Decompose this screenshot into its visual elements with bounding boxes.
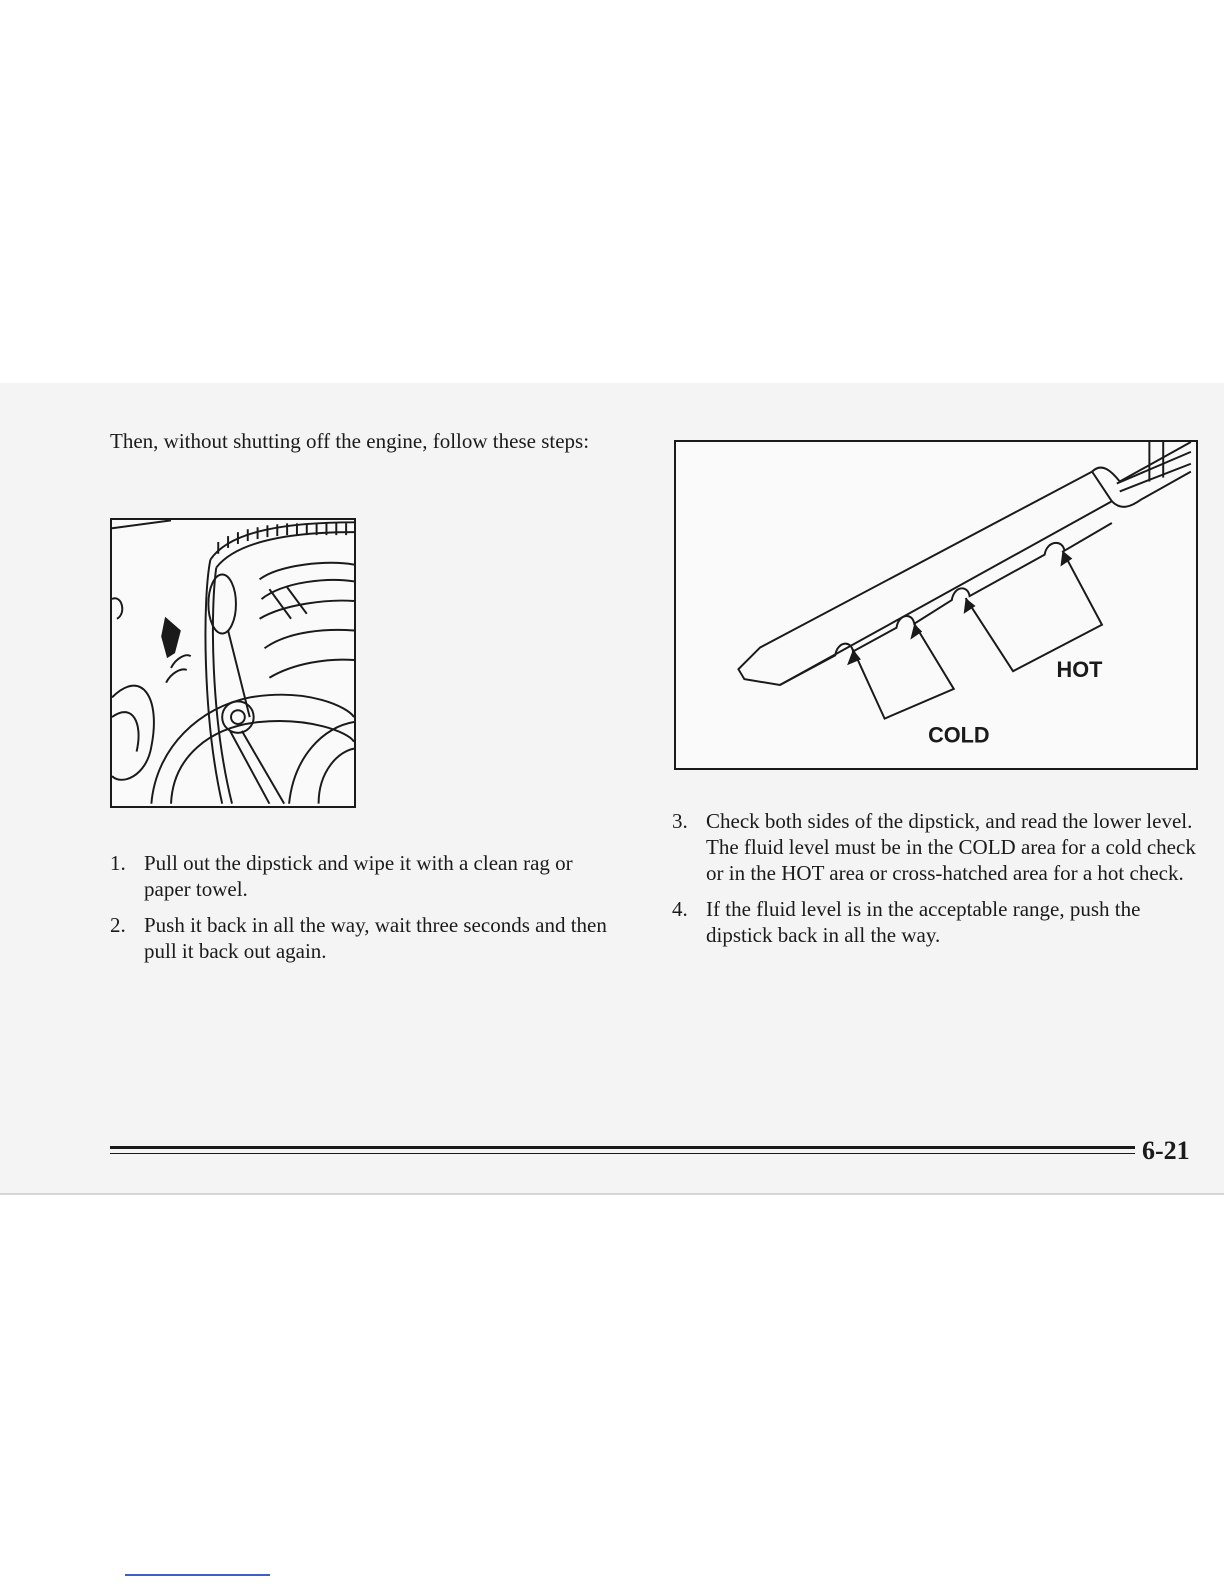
steps-list-left xyxy=(110,850,620,974)
intro-paragraph: Then, without shutting off the engine, follow these steps: xyxy=(110,429,590,453)
footer-rule-thin xyxy=(110,1153,1135,1154)
hot-label: HOT xyxy=(1056,657,1103,683)
cold-label: COLD xyxy=(928,722,990,748)
step-number: 3. xyxy=(672,809,688,833)
step-text: If the fluid level is in the acceptable range, push the dipstick back in all the way. xyxy=(706,897,1141,947)
engine-drawing xyxy=(112,520,354,806)
page-number: 6-21 xyxy=(1142,1136,1190,1165)
dipstick-drawing xyxy=(676,442,1196,768)
page-edge xyxy=(0,1193,1224,1195)
list-item xyxy=(110,912,620,964)
footer-rule xyxy=(110,1146,1135,1149)
step-number: 2. xyxy=(110,913,126,937)
list-item xyxy=(672,808,1202,886)
step-text: Push it back in all the way, wait three seconds and then pull it back out again. xyxy=(144,913,607,963)
step-text: Check both sides of the dipstick, and read the lower level. The fluid level must be in the COLD area for a cold check or in the HOT area or cross-hatched area for a hot check. xyxy=(706,809,1196,885)
engine-dipstick-illustration xyxy=(110,518,356,808)
step-number: 4. xyxy=(672,897,688,921)
step-number: 1. xyxy=(110,851,126,875)
list-item xyxy=(672,896,1202,948)
list-item xyxy=(110,850,620,902)
dipstick-level-illustration xyxy=(674,440,1198,770)
bottom-link-underline[interactable] xyxy=(125,1574,270,1576)
steps-list-right xyxy=(672,808,1202,958)
step-text: Pull out the dipstick and wipe it with a clean rag or paper towel. xyxy=(144,851,573,901)
